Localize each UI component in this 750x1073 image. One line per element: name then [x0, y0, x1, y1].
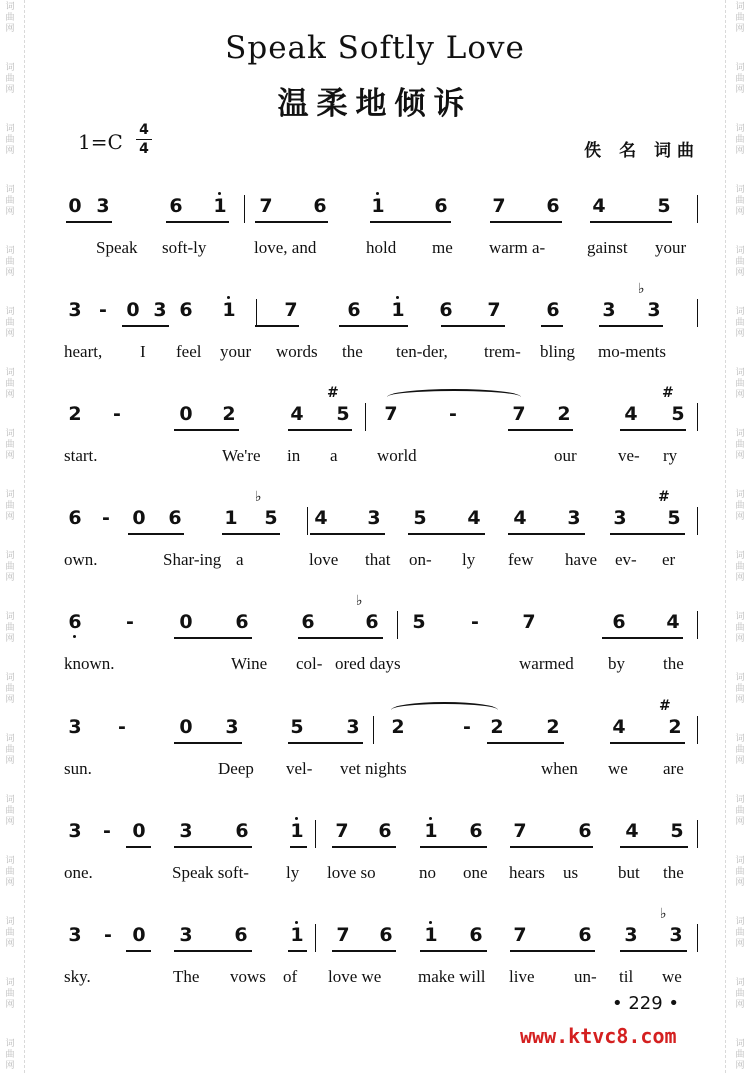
music-system-2 [0, 281, 750, 371]
note: 7 [513, 924, 527, 946]
underline-beam [510, 846, 593, 848]
lyric-word: Speak soft- [172, 863, 249, 882]
lyric-word: ten-der, [396, 342, 448, 361]
underline-beam [420, 846, 487, 848]
note: 3 [613, 507, 627, 529]
note: 6 [379, 924, 393, 946]
watermark-glyph-group: 词 曲 网 [5, 490, 15, 522]
watermark-glyph-group: 词 曲 网 [735, 307, 745, 339]
underline-beam [620, 846, 688, 848]
music-system-1 [0, 187, 750, 267]
lyric-word: Shar-ing [163, 550, 222, 569]
lyric-word: make will [418, 967, 486, 986]
note: 3 [647, 299, 661, 321]
note: 6 [301, 611, 315, 633]
underline-beam [602, 637, 683, 639]
underline-beam [174, 637, 252, 639]
watermark-glyph-group: 词 曲 网 [5, 1039, 15, 1071]
watermark-glyph-group: 词 曲 网 [735, 185, 745, 217]
watermark-glyph-group: 词 曲 网 [5, 2, 15, 34]
note: 6 [235, 611, 249, 633]
watermark-glyph-group: 词 曲 网 [735, 2, 745, 34]
time-signature [136, 122, 152, 157]
note: 4 [625, 820, 639, 842]
note: 6 [439, 299, 453, 321]
underline-beam [310, 533, 385, 535]
lyric-word: a [330, 446, 338, 465]
key-signature: 1=C [78, 130, 123, 154]
extension-dash: - [99, 299, 107, 321]
lyric-word: love we [328, 967, 382, 986]
lyric-word: warm a- [489, 238, 546, 257]
underline-beam [490, 221, 562, 223]
note: 5 [667, 507, 681, 529]
underline-beam [255, 325, 299, 327]
note: 1 [224, 507, 238, 529]
underline-beam [541, 325, 563, 327]
note: 3 [367, 507, 381, 529]
underline-beam [255, 221, 328, 223]
note: 0 [132, 820, 146, 842]
note: 3 [602, 299, 616, 321]
note: 1 [210, 195, 230, 217]
underline-beam [370, 221, 451, 223]
underline-beam [620, 950, 687, 952]
watermark-glyph-group: 词 曲 网 [5, 124, 15, 156]
underline-beam [174, 950, 252, 952]
bar-line [697, 611, 698, 639]
time-signature-bottom: 4 [139, 141, 149, 157]
lyric-word: us [563, 863, 579, 882]
lyric-word: when [541, 759, 578, 778]
bar-line [244, 195, 245, 223]
lyric-word: a [236, 550, 244, 569]
note: 7 [335, 820, 349, 842]
watermark-glyph-group: 词 曲 网 [735, 124, 745, 156]
music-system-7 [0, 812, 750, 892]
note: 4 [513, 507, 527, 529]
note: 1 [219, 299, 239, 321]
note: 2 [68, 403, 82, 425]
title-chinese: 温柔地倾诉 [277, 86, 473, 122]
note: 4 [467, 507, 481, 529]
lyric-word: start. [64, 446, 98, 465]
note: 6 [235, 820, 249, 842]
lyric-word: We're [222, 446, 261, 465]
note: 3 [153, 299, 167, 321]
music-system-6 [0, 698, 750, 788]
accidental: # [658, 489, 670, 505]
lyric-word: we [608, 759, 628, 778]
lyric-word: I [140, 342, 146, 361]
watermark-glyph-group: 词 曲 网 [735, 734, 745, 766]
note: 6 [68, 507, 82, 529]
lyric-word: of [283, 967, 298, 986]
note: 7 [284, 299, 298, 321]
note: 6 [313, 195, 327, 217]
underline-beam [332, 950, 396, 952]
underline-beam [288, 742, 363, 744]
lyric-word: vows [230, 967, 266, 986]
note: 2 [546, 716, 560, 738]
note: 7 [512, 403, 526, 425]
note: 2 [668, 716, 682, 738]
tie-arc [391, 702, 498, 718]
note: 1 [287, 924, 307, 946]
underline-beam [441, 325, 505, 327]
note: 1 [421, 820, 441, 842]
bar-line [365, 403, 366, 431]
note: 4 [314, 507, 328, 529]
watermark-glyph-group: 词 曲 网 [735, 429, 745, 461]
bar-line [315, 820, 316, 848]
lyric-word: world [377, 446, 417, 465]
note: 3 [346, 716, 360, 738]
extension-dash: - [103, 820, 111, 842]
lyric-word: me [432, 238, 453, 257]
bar-line [373, 716, 374, 744]
underline-beam [290, 846, 307, 848]
lyric-word: by [608, 654, 625, 673]
note: 6 [169, 195, 183, 217]
music-system-8 [0, 906, 750, 996]
note: 5 [657, 195, 671, 217]
extension-dash: - [471, 611, 479, 633]
note: 3 [68, 924, 82, 946]
title-english: Speak Softly Love [225, 30, 525, 66]
watermark-glyph-group: 词 曲 网 [735, 917, 745, 949]
note: 4 [624, 403, 638, 425]
note: 5 [413, 507, 427, 529]
note: 6 [168, 507, 182, 529]
extension-dash: - [463, 716, 471, 738]
underline-beam [590, 221, 672, 223]
note: 6 [469, 820, 483, 842]
note: 2 [557, 403, 571, 425]
watermark-glyph-group: 词 曲 网 [735, 368, 745, 400]
watermark-glyph-group: 词 曲 网 [5, 185, 15, 217]
note: 3 [225, 716, 239, 738]
watermark-glyph-group: 词 曲 网 [735, 856, 745, 888]
note: 0 [132, 924, 146, 946]
extension-dash: - [449, 403, 457, 425]
lyric-word: we [662, 967, 682, 986]
lyric-word: soft-ly [162, 238, 207, 257]
extension-dash: - [104, 924, 112, 946]
note: 0 [68, 195, 82, 217]
lyric-word: one. [64, 863, 93, 882]
bar-line [307, 507, 308, 535]
extension-dash: - [113, 403, 121, 425]
note: 6 [546, 195, 560, 217]
underline-beam [599, 325, 663, 327]
note: 1 [368, 195, 388, 217]
accidental: ♭ [660, 906, 667, 922]
lyric-word: your [655, 238, 687, 257]
lyric-word: Speak [96, 238, 138, 257]
extension-dash: - [118, 716, 126, 738]
note: 0 [179, 716, 193, 738]
bar-line [697, 924, 698, 952]
lyric-word: er [662, 550, 676, 569]
lyric-word: ly [286, 863, 300, 882]
underline-beam [126, 950, 151, 952]
lyric-word: ly [462, 550, 476, 569]
watermark-glyph-group: 词 曲 网 [735, 246, 745, 278]
lyric-word: have [565, 550, 598, 569]
watermark-glyph-group: 词 曲 网 [5, 734, 15, 766]
bar-line [697, 716, 698, 744]
note: 4 [612, 716, 626, 738]
underline-beam [166, 221, 229, 223]
watermark-glyph-group: 词 曲 网 [735, 1039, 745, 1071]
note: 7 [259, 195, 273, 217]
underline-beam [126, 846, 151, 848]
note: 6 [612, 611, 626, 633]
watermark-glyph-group: 词 曲 网 [735, 612, 745, 644]
tie-arc [387, 389, 521, 405]
watermark-glyph-group: 词 曲 网 [5, 673, 15, 705]
note: 3 [68, 299, 82, 321]
watermark-glyph-group: 词 曲 网 [5, 917, 15, 949]
note: 7 [487, 299, 501, 321]
accidental: # [662, 385, 674, 401]
note: 1 [388, 299, 408, 321]
lyric-word: are [663, 759, 684, 778]
watermark-glyph-group: 词 曲 网 [735, 673, 745, 705]
lyric-word: love [309, 550, 339, 569]
lyric-word: one [463, 863, 488, 882]
note: 6 [365, 611, 379, 633]
note: 6 [469, 924, 483, 946]
underline-beam [174, 742, 242, 744]
lyric-word: known. [64, 654, 115, 673]
note: 5 [670, 820, 684, 842]
lyric-word: bling [540, 342, 575, 361]
note: 3 [179, 924, 193, 946]
bar-line [697, 195, 698, 223]
lyric-word: ve- [618, 446, 640, 465]
note: 1 [421, 924, 441, 946]
lyric-word: Deep [218, 759, 254, 778]
note: 4 [592, 195, 606, 217]
note: 3 [96, 195, 110, 217]
watermark-glyph-group: 词 曲 网 [5, 978, 15, 1010]
extension-dash: - [102, 507, 110, 529]
lyric-word: heart, [64, 342, 103, 361]
note: 3 [179, 820, 193, 842]
note: 6 [434, 195, 448, 217]
note: 5 [264, 507, 278, 529]
lyric-word: vet nights [340, 759, 407, 778]
accidental: # [327, 385, 339, 401]
watermark-glyph-group: 词 曲 网 [735, 795, 745, 827]
lyric-word: live [509, 967, 535, 986]
note: 3 [669, 924, 683, 946]
page-number: • 229 • [612, 993, 680, 1014]
website-watermark: www.ktvc8.com [520, 1024, 677, 1048]
underline-beam [487, 742, 564, 744]
bar-line [397, 611, 398, 639]
note: 1 [287, 820, 307, 842]
note: 2 [391, 716, 405, 738]
watermark-glyph-group: 词 曲 网 [5, 551, 15, 583]
lyric-word: warmed [519, 654, 574, 673]
accidental: # [659, 698, 671, 714]
lyric-word: on- [409, 550, 432, 569]
music-system-3 [0, 385, 750, 475]
lyric-word: that [365, 550, 391, 569]
note: 6 [234, 924, 248, 946]
bar-line [697, 507, 698, 535]
watermark-glyph-group: 词 曲 网 [5, 63, 15, 95]
lyric-word: sky. [64, 967, 91, 986]
lyric-word: mo-ments [598, 342, 666, 361]
watermark-glyph-group: 词 曲 网 [735, 63, 745, 95]
underline-beam [222, 533, 280, 535]
bar-line [256, 299, 257, 327]
note: 4 [290, 403, 304, 425]
note: 3 [624, 924, 638, 946]
watermark-glyph-group: 词 曲 网 [735, 490, 745, 522]
underline-beam [420, 950, 487, 952]
note: 7 [522, 611, 536, 633]
lyric-word: no [419, 863, 436, 882]
underline-beam [288, 429, 352, 431]
note: 6 [578, 820, 592, 842]
note: 7 [384, 403, 398, 425]
accidental: ♭ [356, 593, 363, 609]
lyric-word: ev- [615, 550, 637, 569]
lyric-word: love so [327, 863, 376, 882]
note: 4 [666, 611, 680, 633]
note: 5 [290, 716, 304, 738]
underline-beam [66, 221, 112, 223]
lyric-word: col- [296, 654, 323, 673]
lyric-word: feel [176, 342, 202, 361]
note: 5 [671, 403, 685, 425]
underline-beam [128, 533, 184, 535]
lyric-word: love, and [254, 238, 317, 257]
watermark-glyph-group: 词 曲 网 [5, 612, 15, 644]
watermark-glyph-group: 词 曲 网 [735, 978, 745, 1010]
bar-line [315, 924, 316, 952]
lyric-word: trem- [484, 342, 521, 361]
underline-beam [610, 533, 685, 535]
note: 7 [492, 195, 506, 217]
underline-beam [122, 325, 169, 327]
note: 3 [68, 820, 82, 842]
lyric-word: words [276, 342, 318, 361]
watermark-glyph-group: 词 曲 网 [5, 307, 15, 339]
lyric-word: til [619, 967, 634, 986]
accidental: ♭ [638, 281, 645, 297]
note: 7 [336, 924, 350, 946]
underline-beam [298, 637, 383, 639]
underline-beam [408, 533, 485, 535]
extension-dash: - [126, 611, 134, 633]
underline-beam [332, 846, 396, 848]
lyric-word: but [618, 863, 640, 882]
lyric-word: few [508, 550, 534, 569]
note: 7 [513, 820, 527, 842]
underline-beam [610, 742, 685, 744]
note: 6 [546, 299, 560, 321]
underline-beam [174, 846, 252, 848]
underline-beam [288, 950, 307, 952]
note: 0 [132, 507, 146, 529]
note: 6 [347, 299, 361, 321]
watermark-glyph-group: 词 曲 网 [5, 795, 15, 827]
underline-beam [339, 325, 408, 327]
underline-beam [508, 533, 585, 535]
lyric-word: Wine [231, 654, 268, 673]
lyric-word: the [342, 342, 363, 361]
lyric-word: own. [64, 550, 98, 569]
lyric-word: in [287, 446, 301, 465]
lyric-word: ored days [335, 654, 401, 673]
note: 5 [412, 611, 426, 633]
bar-line [697, 820, 698, 848]
lyric-word: vel- [286, 759, 313, 778]
bar-line [697, 299, 698, 327]
watermark-glyph-group: 词 曲 网 [735, 551, 745, 583]
note: 5 [336, 403, 350, 425]
lyric-word: ry [663, 446, 678, 465]
lyric-word: The [173, 967, 200, 986]
music-system-4 [0, 489, 750, 579]
lyric-word: our [554, 446, 577, 465]
note: 6 [578, 924, 592, 946]
note: 3 [567, 507, 581, 529]
note: 0 [179, 403, 193, 425]
lyric-word: the [663, 654, 684, 673]
watermark-glyph-group: 词 曲 网 [5, 246, 15, 278]
lyric-word: your [220, 342, 252, 361]
lyric-word: un- [574, 967, 597, 986]
time-signature-top: 4 [139, 122, 149, 138]
lyric-word: gainst [587, 238, 628, 257]
note: 2 [490, 716, 504, 738]
note: 6 [378, 820, 392, 842]
lyric-word: hears [509, 863, 545, 882]
underline-beam [510, 950, 595, 952]
accidental: ♭ [255, 489, 262, 505]
underline-beam [174, 429, 239, 431]
lyric-word: sun. [64, 759, 92, 778]
underline-beam [620, 429, 686, 431]
lyric-word: hold [366, 238, 397, 257]
watermark-glyph-group: 词 曲 网 [5, 856, 15, 888]
underline-beam [508, 429, 573, 431]
credit-line: 佚 名 词曲 [584, 141, 700, 161]
note: 3 [68, 716, 82, 738]
note: 0 [126, 299, 140, 321]
bar-line [697, 403, 698, 431]
note: 6 [179, 299, 193, 321]
music-system-5 [0, 593, 750, 683]
note: 2 [222, 403, 236, 425]
note: 0 [179, 611, 193, 633]
note: 6 [65, 611, 85, 633]
watermark-glyph-group: 词 曲 网 [5, 368, 15, 400]
watermark-glyph-group: 词 曲 网 [5, 429, 15, 461]
lyric-word: the [663, 863, 684, 882]
